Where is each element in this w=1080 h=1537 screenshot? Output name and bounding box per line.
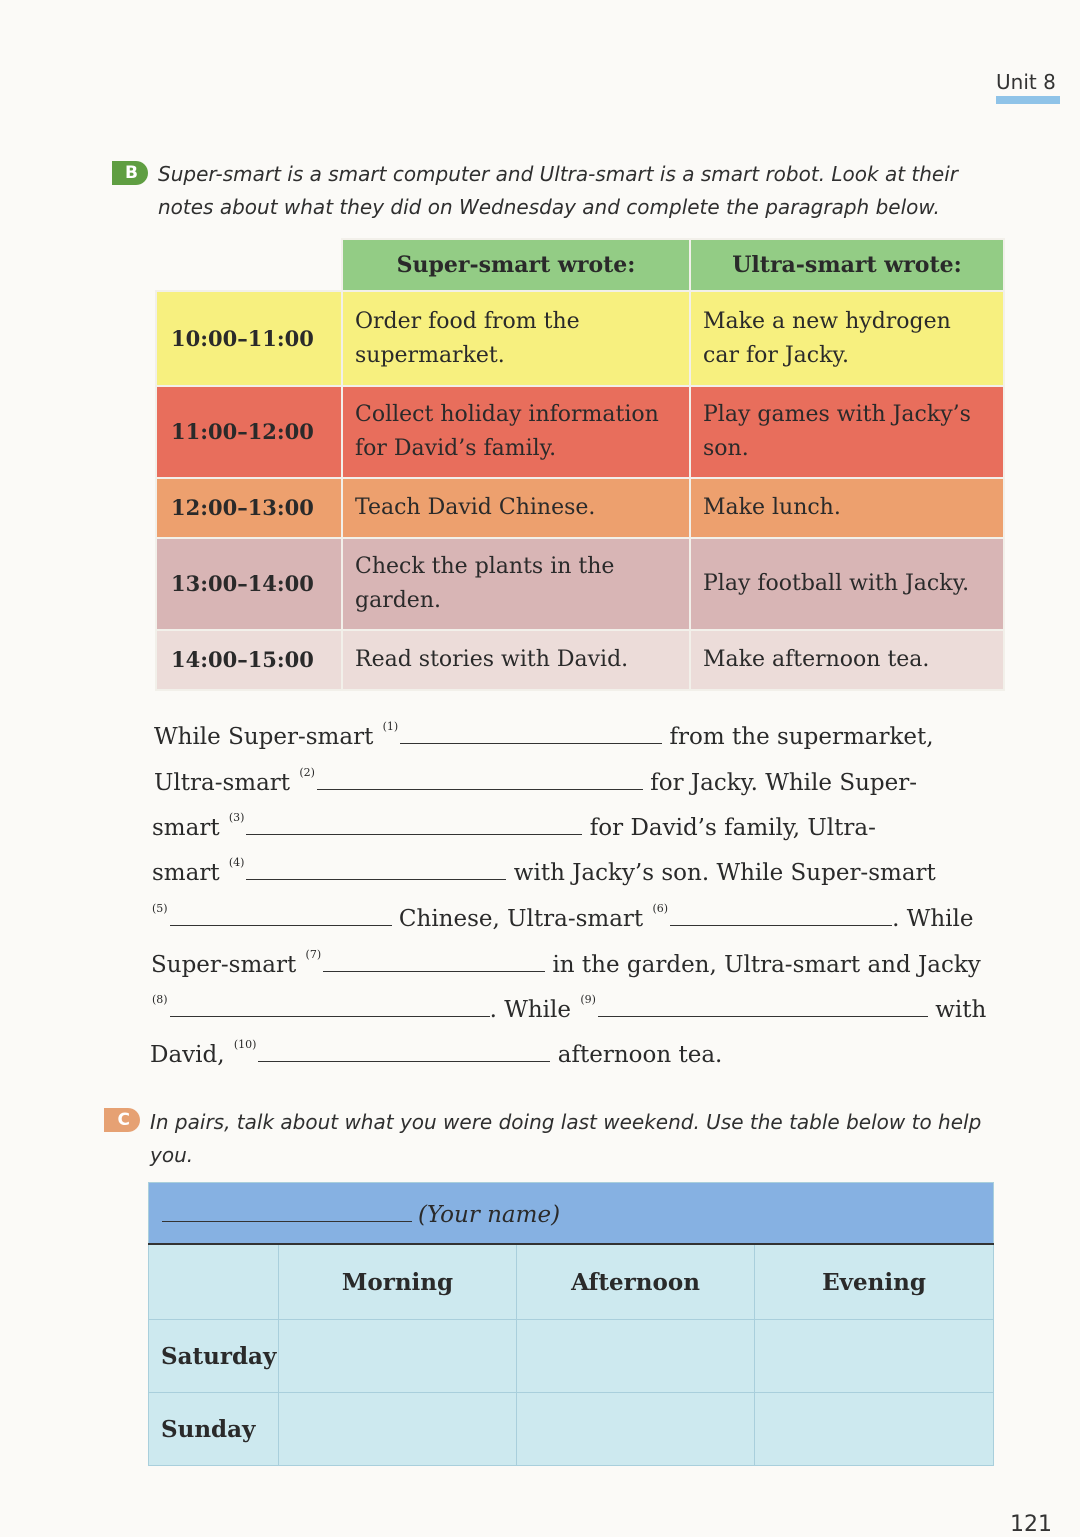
section-c-instruction: In pairs, talk about what you were doing last weekend. Use the table below to help you. — [150, 1110, 982, 1167]
answer-blank-2[interactable] — [317, 767, 643, 790]
paragraph-line — [152, 803, 876, 843]
unit-label: Unit 8 — [996, 70, 1056, 94]
answer-cell[interactable] — [517, 1393, 755, 1466]
answer-blank-1[interactable] — [400, 721, 662, 744]
answer-blank-4[interactable] — [246, 857, 506, 880]
answer-blank-5[interactable] — [170, 903, 392, 926]
answer-blank-8[interactable] — [170, 994, 490, 1017]
answer-cell[interactable] — [517, 1320, 755, 1393]
answer-cell[interactable] — [279, 1320, 517, 1393]
paragraph-text: David, — [150, 1042, 225, 1068]
blank-number: (1) — [382, 720, 399, 733]
paragraph-text: in the garden, Ultra-smart and Jacky — [552, 952, 981, 978]
header-super-smart: Super-smart wrote: — [342, 239, 690, 291]
super-smart-cell: Order food from the supermarket. — [342, 291, 690, 386]
paragraph-line — [154, 712, 934, 752]
paragraph-text: While Super-smart — [154, 724, 374, 750]
schedule-row — [156, 630, 1004, 690]
time-cell: 11:00–12:00 — [156, 386, 342, 478]
super-smart-cell: Collect holiday information for David’s family. — [342, 386, 690, 478]
paragraph-line — [152, 848, 936, 888]
paragraph-text: Ultra-smart — [154, 770, 291, 796]
ultra-smart-cell: Make a new hydrogen car for Jacky. — [690, 291, 1004, 386]
time-cell: 12:00–13:00 — [156, 478, 342, 538]
answer-cell[interactable] — [755, 1393, 994, 1466]
paragraph-text: for Jacky. While Super- — [650, 770, 917, 796]
blank-number: (2) — [299, 766, 315, 779]
name-blank[interactable] — [162, 1199, 412, 1222]
column-header-afternoon: Afternoon — [517, 1244, 755, 1320]
ultra-smart-cell: Play football with Jacky. — [690, 538, 1004, 630]
answer-cell[interactable] — [279, 1393, 517, 1466]
unit-underline-bar — [996, 96, 1060, 104]
answer-cell[interactable] — [755, 1320, 994, 1393]
section-c-badge: C — [104, 1108, 140, 1132]
schedule-row — [156, 291, 1004, 386]
page-number: 121 — [1010, 1512, 1052, 1537]
schedule-row — [156, 478, 1004, 538]
section-b-instruction: Super-smart is a smart computer and Ultra-smart is a smart robot. Look at their notes about what they did on Wednesday and complete the paragraph below. — [158, 162, 959, 219]
paragraph-text: with Jacky’s son. While Super-smart — [513, 860, 936, 886]
answer-blank-6[interactable] — [670, 903, 892, 926]
paragraph-text: for David’s family, Ultra- — [589, 815, 876, 841]
ultra-smart-cell: Play games with Jacky’s son. — [690, 386, 1004, 478]
blank-number: (5) — [152, 902, 168, 915]
paragraph-text: afternoon tea. — [557, 1042, 723, 1068]
paragraph-line — [150, 985, 986, 1025]
column-header-morning: Morning — [279, 1244, 517, 1320]
corner-cell — [149, 1244, 279, 1320]
blank-number: (10) — [233, 1038, 257, 1051]
answer-blank-3[interactable] — [246, 812, 582, 835]
paragraph-text: smart — [152, 815, 220, 841]
paragraph-line — [150, 1030, 722, 1070]
your-name-label: (Your name) — [418, 1201, 561, 1228]
paragraph-line — [154, 758, 917, 798]
answer-blank-9[interactable] — [598, 994, 928, 1017]
column-header-evening: Evening — [755, 1244, 994, 1320]
row-header-saturday: Saturday — [149, 1320, 279, 1393]
header-ultra-smart: Ultra-smart wrote: — [690, 239, 1004, 291]
super-smart-cell: Read stories with David. — [342, 630, 690, 690]
paragraph-line — [151, 940, 981, 980]
blank-number: (6) — [652, 902, 669, 915]
paragraph-line — [150, 894, 973, 934]
schedule-table — [155, 238, 1005, 691]
time-cell: 14:00–15:00 — [156, 630, 342, 690]
ultra-smart-cell: Make afternoon tea. — [690, 630, 1004, 690]
paragraph-text: Chinese, Ultra-smart — [398, 906, 644, 932]
blank-number: (7) — [305, 948, 322, 961]
schedule-row — [156, 538, 1004, 630]
schedule-row — [156, 386, 1004, 478]
row-header-sunday: Sunday — [149, 1393, 279, 1466]
super-smart-cell: Teach David Chinese. — [342, 478, 690, 538]
blank-number: (8) — [152, 993, 168, 1006]
blank-number: (9) — [580, 993, 596, 1006]
super-smart-cell: Check the plants in the garden. — [342, 538, 690, 630]
time-cell: 10:00–11:00 — [156, 291, 342, 386]
paragraph-text: with — [935, 997, 987, 1023]
paragraph-text: Super-smart — [151, 952, 297, 978]
weekend-table — [148, 1182, 994, 1466]
paragraph-text: . While — [892, 906, 974, 932]
ultra-smart-cell: Make lunch. — [690, 478, 1004, 538]
time-cell: 13:00–14:00 — [156, 538, 342, 630]
paragraph-text: from the supermarket, — [669, 724, 934, 750]
blank-number: (3) — [228, 811, 245, 824]
name-row — [149, 1183, 994, 1245]
paragraph-text: . While — [489, 997, 571, 1023]
blank-number: (4) — [228, 856, 245, 869]
paragraph-text: smart — [152, 860, 220, 886]
schedule-corner — [156, 239, 342, 291]
section-b-badge: B — [112, 161, 148, 185]
answer-blank-10[interactable] — [258, 1039, 550, 1062]
answer-blank-7[interactable] — [323, 949, 545, 972]
